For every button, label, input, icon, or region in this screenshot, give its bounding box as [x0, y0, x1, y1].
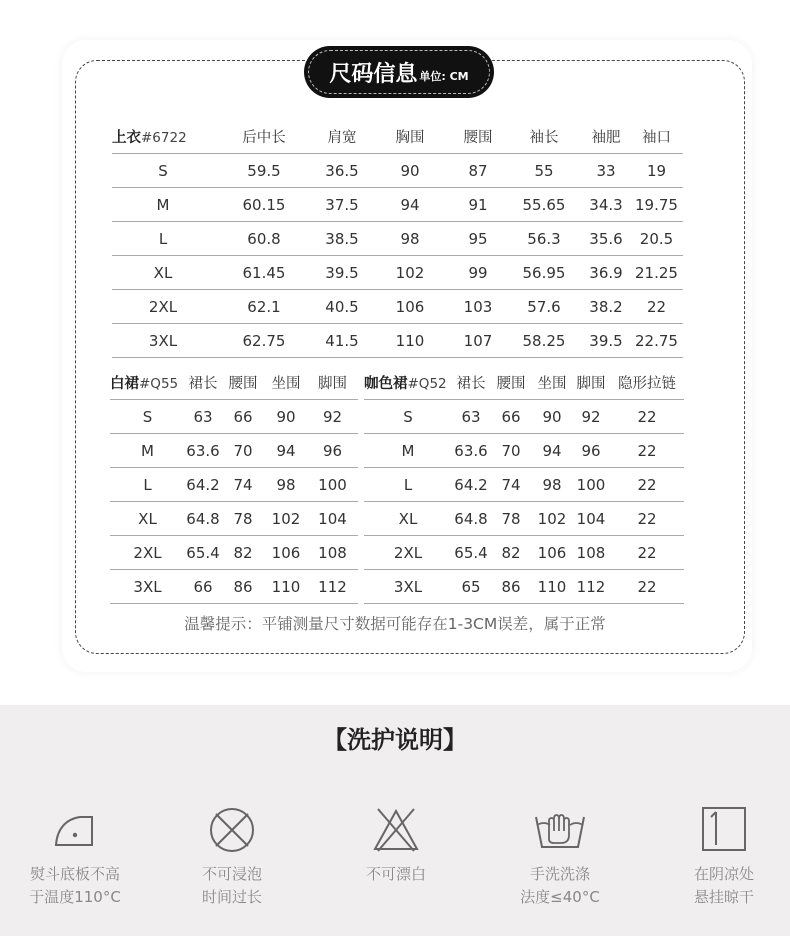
- size-label-cell: L: [364, 468, 452, 502]
- no-soak-icon: [207, 805, 257, 855]
- measure-cell: 65.4: [452, 536, 490, 570]
- measure-cell: 38.5: [314, 222, 370, 256]
- measure-cell: 62.75: [214, 324, 314, 358]
- col-header: 袖长: [506, 119, 582, 154]
- measure-cell: 33: [582, 154, 630, 188]
- measure-cell: 39.5: [314, 256, 370, 290]
- measure-cell: 87: [450, 154, 506, 188]
- size-label-cell: XL: [110, 502, 185, 536]
- col-header: 肩宽: [314, 119, 370, 154]
- col-header: 隐形拉链: [610, 365, 684, 400]
- care-label-line2: 法度≤40°C: [520, 888, 600, 906]
- white-table-code: #Q55: [139, 375, 179, 392]
- measure-cell: 100: [307, 468, 358, 502]
- no-bleach-icon: [370, 805, 422, 853]
- table-row: [364, 536, 684, 570]
- measure-cell: 106: [532, 536, 572, 570]
- measure-cell: 55: [506, 154, 582, 188]
- care-title: 【洗护说明】: [323, 726, 467, 754]
- measure-cell: 70: [490, 434, 532, 468]
- care-label-line1: 熨斗底板不高: [29, 865, 120, 883]
- care-label-line1: 不可漂白: [365, 865, 426, 883]
- table-row: [364, 434, 684, 468]
- care-label-line2: 时间过长: [201, 888, 262, 906]
- measure-cell: 40.5: [314, 290, 370, 324]
- table-row: [110, 434, 358, 468]
- measure-cell: 102: [532, 502, 572, 536]
- size-label-cell: M: [110, 434, 185, 468]
- measure-cell: 90: [370, 154, 450, 188]
- measure-cell: 108: [572, 536, 610, 570]
- measure-cell: 22: [610, 502, 684, 536]
- measure-cell: 94: [532, 434, 572, 468]
- measure-cell: 22: [610, 434, 684, 468]
- white-table-header: [110, 365, 358, 400]
- table-row: [112, 188, 683, 222]
- measure-cell: 19.75: [630, 188, 683, 222]
- care-label-line2: 悬挂晾干: [693, 888, 754, 906]
- col-header: 胸围: [370, 119, 450, 154]
- care-label-line2: 于温度110°C: [29, 888, 121, 906]
- measure-cell: 112: [307, 570, 358, 604]
- iron-icon: [50, 805, 100, 851]
- measure-cell: 21.25: [630, 256, 683, 290]
- measure-cell: 61.45: [214, 256, 314, 290]
- table-row: [112, 256, 683, 290]
- measure-cell: 82: [221, 536, 265, 570]
- shade-dry-icon: [700, 805, 748, 853]
- care-item-hand-wash: [490, 805, 630, 906]
- measure-cell: 104: [307, 502, 358, 536]
- col-header: 袖肥: [582, 119, 630, 154]
- measure-cell: 66: [490, 400, 532, 434]
- measure-cell: 94: [265, 434, 307, 468]
- measure-cell: 94: [370, 188, 450, 222]
- table-row: [110, 502, 358, 536]
- white-skirt-table: [110, 365, 358, 604]
- measure-cell: 56.3: [506, 222, 582, 256]
- size-label-cell: M: [112, 188, 214, 222]
- size-label-cell: S: [364, 400, 452, 434]
- measure-cell: 35.6: [582, 222, 630, 256]
- top-table-code: #6722: [141, 129, 187, 146]
- size-label-cell: 3XL: [110, 570, 185, 604]
- measure-cell: 34.3: [582, 188, 630, 222]
- measure-cell: 36.9: [582, 256, 630, 290]
- measure-cell: 110: [370, 324, 450, 358]
- size-label-cell: 2XL: [110, 536, 185, 570]
- size-label-cell: S: [110, 400, 185, 434]
- table-row: [112, 290, 683, 324]
- measure-cell: 90: [532, 400, 572, 434]
- size-label-cell: 3XL: [364, 570, 452, 604]
- col-header: 裙长: [185, 365, 221, 400]
- care-item-no-soak: [162, 805, 302, 906]
- measure-cell: 78: [490, 502, 532, 536]
- measure-cell: 106: [370, 290, 450, 324]
- measure-cell: 22: [610, 400, 684, 434]
- size-label-cell: 2XL: [364, 536, 452, 570]
- white-table-name-cell: [110, 365, 185, 400]
- care-item-no-bleach: [326, 805, 466, 883]
- measure-cell: 98: [370, 222, 450, 256]
- measure-cell: 78: [221, 502, 265, 536]
- measure-cell: 107: [450, 324, 506, 358]
- white-table-name: 白裙: [110, 375, 139, 392]
- top-table-name: 上衣: [112, 129, 141, 146]
- measure-cell: 22.75: [630, 324, 683, 358]
- unit-label: 单位: CM: [419, 70, 469, 83]
- measure-cell: 86: [221, 570, 265, 604]
- size-label-cell: M: [364, 434, 452, 468]
- care-item-shade-dry: [654, 805, 790, 906]
- measure-cell: 106: [265, 536, 307, 570]
- measure-cell: 39.5: [582, 324, 630, 358]
- measure-cell: 37.5: [314, 188, 370, 222]
- size-label-cell: XL: [364, 502, 452, 536]
- size-label-cell: 3XL: [112, 324, 214, 358]
- measure-cell: 63.6: [452, 434, 490, 468]
- measure-cell: 55.65: [506, 188, 582, 222]
- table-row: [364, 400, 684, 434]
- measure-cell: 100: [572, 468, 610, 502]
- measure-cell: 90: [265, 400, 307, 434]
- size-label-cell: L: [110, 468, 185, 502]
- care-label-line1: 在阴凉处: [693, 865, 754, 883]
- size-label-cell: S: [112, 154, 214, 188]
- measure-cell: 99: [450, 256, 506, 290]
- measure-cell: 20.5: [630, 222, 683, 256]
- size-info-badge: [304, 46, 494, 98]
- top-size-table: [112, 119, 683, 358]
- measure-cell: 70: [221, 434, 265, 468]
- measure-cell: 22: [630, 290, 683, 324]
- col-header: 腰围: [490, 365, 532, 400]
- measure-cell: 58.25: [506, 324, 582, 358]
- top-table-header: [112, 119, 683, 154]
- size-label-cell: L: [112, 222, 214, 256]
- measure-cell: 102: [265, 502, 307, 536]
- measure-cell: 92: [572, 400, 610, 434]
- size-label-cell: XL: [112, 256, 214, 290]
- table-row: [364, 468, 684, 502]
- coffee-skirt-table: [364, 365, 684, 604]
- coffee-table-code: #Q52: [407, 375, 447, 392]
- measure-cell: 22: [610, 570, 684, 604]
- measure-cell: 102: [370, 256, 450, 290]
- measure-cell: 64.2: [185, 468, 221, 502]
- measure-cell: 104: [572, 502, 610, 536]
- measure-cell: 60.15: [214, 188, 314, 222]
- measure-cell: 98: [265, 468, 307, 502]
- measure-cell: 63.6: [185, 434, 221, 468]
- table-row: [112, 222, 683, 256]
- measure-cell: 64.2: [452, 468, 490, 502]
- care-item-iron: [5, 805, 145, 906]
- measure-cell: 57.6: [506, 290, 582, 324]
- col-header: 脚围: [307, 365, 358, 400]
- table-row: [110, 570, 358, 604]
- measure-cell: 64.8: [452, 502, 490, 536]
- measure-cell: 64.8: [185, 502, 221, 536]
- measure-cell: 36.5: [314, 154, 370, 188]
- measure-cell: 74: [221, 468, 265, 502]
- measure-cell: 65: [452, 570, 490, 604]
- measure-cell: 98: [532, 468, 572, 502]
- measure-cell: 92: [307, 400, 358, 434]
- table-row: [110, 536, 358, 570]
- table-row: [110, 468, 358, 502]
- top-table-body: [112, 154, 683, 358]
- measure-cell: 41.5: [314, 324, 370, 358]
- coffee-table-name-cell: [364, 365, 452, 400]
- hand-wash-icon: [532, 805, 588, 855]
- table-row: [112, 324, 683, 358]
- care-label-line1: 不可浸泡: [201, 865, 262, 883]
- measure-cell: 22: [610, 468, 684, 502]
- table-row: [112, 154, 683, 188]
- measure-cell: 38.2: [582, 290, 630, 324]
- measure-cell: 96: [572, 434, 610, 468]
- measure-cell: 63: [452, 400, 490, 434]
- measure-cell: 91: [450, 188, 506, 222]
- measure-cell: 19: [630, 154, 683, 188]
- measure-cell: 60.8: [214, 222, 314, 256]
- measure-cell: 103: [450, 290, 506, 324]
- measurement-tip: 温馨提示：平铺测量尺寸数据可能存在1-3CM误差，属于正常: [184, 615, 606, 633]
- table-row: [110, 400, 358, 434]
- top-table-name-cell: [112, 119, 214, 154]
- measure-cell: 112: [572, 570, 610, 604]
- measure-cell: 96: [307, 434, 358, 468]
- size-label-cell: 2XL: [112, 290, 214, 324]
- col-header: 袖口: [630, 119, 683, 154]
- col-header: 脚围: [572, 365, 610, 400]
- size-info-title: 尺码信息: [329, 61, 418, 87]
- col-header: 后中长: [214, 119, 314, 154]
- measure-cell: 110: [265, 570, 307, 604]
- care-section: [0, 705, 790, 936]
- measure-cell: 56.95: [506, 256, 582, 290]
- measure-cell: 74: [490, 468, 532, 502]
- measure-cell: 110: [532, 570, 572, 604]
- measure-cell: 108: [307, 536, 358, 570]
- col-header: 坐围: [265, 365, 307, 400]
- col-header: 腰围: [450, 119, 506, 154]
- measure-cell: 82: [490, 536, 532, 570]
- coffee-table-body: [364, 400, 684, 604]
- col-header: 坐围: [532, 365, 572, 400]
- measure-cell: 22: [610, 536, 684, 570]
- care-label-line1: 手洗洗涤: [529, 865, 590, 883]
- coffee-table-name: 咖色裙: [364, 375, 408, 392]
- table-row: [364, 570, 684, 604]
- measure-cell: 95: [450, 222, 506, 256]
- coffee-table-header: [364, 365, 684, 400]
- measure-cell: 62.1: [214, 290, 314, 324]
- col-header: 腰围: [221, 365, 265, 400]
- table-row: [364, 502, 684, 536]
- measure-cell: 86: [490, 570, 532, 604]
- measure-cell: 66: [221, 400, 265, 434]
- measure-cell: 65.4: [185, 536, 221, 570]
- measure-cell: 59.5: [214, 154, 314, 188]
- measure-cell: 66: [185, 570, 221, 604]
- col-header: 裙长: [452, 365, 490, 400]
- measure-cell: 63: [185, 400, 221, 434]
- white-table-body: [110, 400, 358, 604]
